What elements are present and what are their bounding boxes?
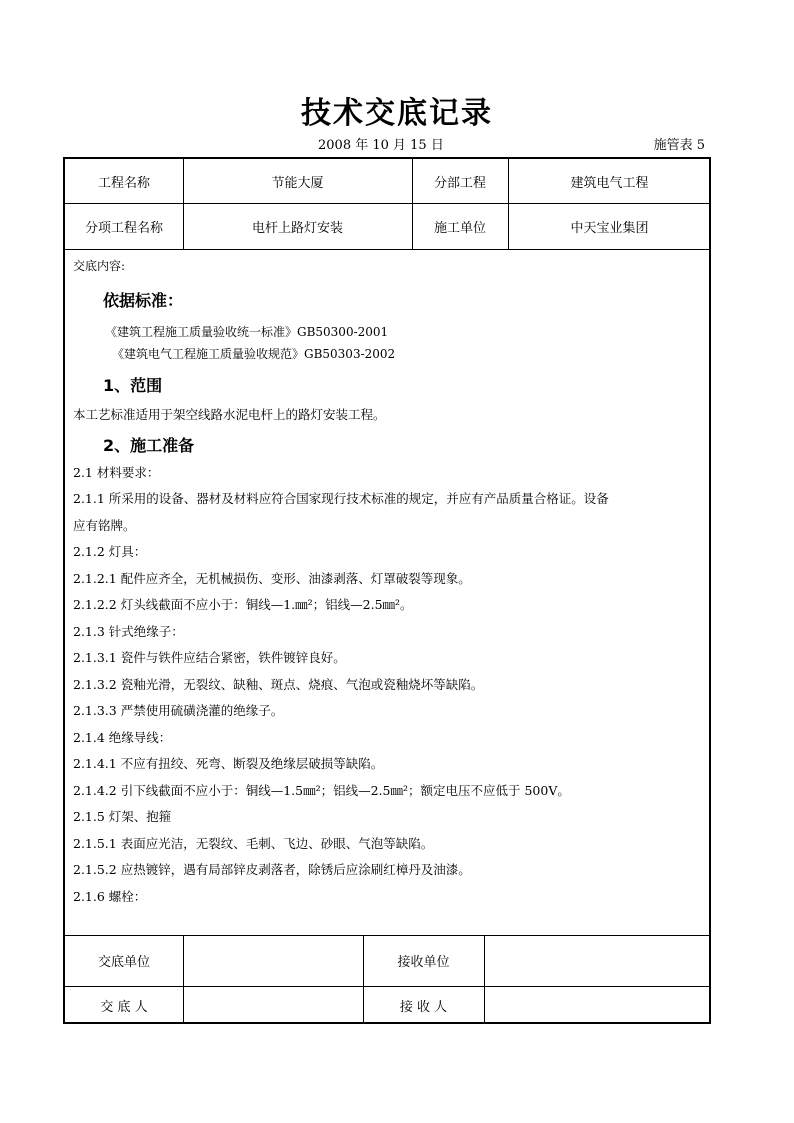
- form-number: 施管表 5: [653, 138, 705, 153]
- construction-unit-label: 施工单位: [433, 220, 486, 236]
- construction-unit-value: 中天宝业集团: [570, 220, 649, 236]
- project-name-label: 工程名称: [97, 175, 150, 191]
- receiving-unit-label: 接收单位: [397, 955, 450, 970]
- content-line: 2.1.3.1 瓷件与铁件应结合紧密，铁件镀锌良好。: [73, 650, 346, 665]
- handover-person-label: 交 底 人: [100, 999, 148, 1015]
- division-label: 分部工程: [433, 175, 486, 191]
- content-line: 2.1.3.2 瓷釉光滑，无裂纹、缺釉、斑点、烧痕、气泡或瓷釉烧坏等缺陷。: [73, 676, 484, 692]
- content-line: 2.1.5.1 表面应光洁，无裂纹、毛刺、飞边、砂眼、气泡等缺陷。: [73, 835, 434, 851]
- content-line: 应有铭牌。: [73, 517, 136, 533]
- page-title: 技术交底记录: [301, 96, 493, 131]
- subitem-value: 电杆上路灯安装: [251, 220, 343, 236]
- section1-heading: 1、范围: [103, 376, 163, 395]
- section2-heading: 2、施工准备: [103, 435, 195, 455]
- content-line: 2.1.4 绝缘导线：: [73, 729, 172, 745]
- content-line: 2.1.5.2 应热镀锌，遇有局部锌皮剥落者，除锈后应涂刷红樟丹及油漆。: [73, 862, 471, 877]
- handover-unit-field[interactable]: [183, 935, 363, 986]
- standard-item: 《建筑电气工程施工质量验收规范》GB50303-2002: [112, 347, 396, 361]
- project-name-value: 节能大厦: [271, 175, 324, 191]
- content-label: 交底内容:: [73, 259, 126, 273]
- subitem-label: 分项工程名称: [84, 220, 163, 236]
- content-line: 2.1.4.1 不应有扭绞、死弯、断裂及绝缘层破损等缺陷。: [73, 756, 384, 771]
- content-line: 2.1.1 所采用的设备、器材及材料应符合国家现行技术标准的规定，并应有产品质量合格证。设备: [73, 491, 609, 506]
- content-line: 2.1.4.2 引下线截面不应小于：铜线—1.5㎜²；铝线—2.5㎜²；额定电压不应低于 500V。: [73, 782, 570, 798]
- content-line: 2.1.2 灯具：: [73, 544, 147, 559]
- content-line: 2.1.2.2 灯头线截面不应小于：铜线—1.㎜²；铝线—2.5㎜²。: [73, 597, 413, 612]
- handover-person-field[interactable]: [183, 986, 363, 1024]
- standard-item: 《建筑工程施工质量验收统一标准》GB50300-2001: [105, 325, 389, 339]
- content-line: 2.1.6 螺栓：: [73, 888, 147, 904]
- handover-content: [73, 255, 703, 910]
- receiver-label: 接 收 人: [399, 999, 448, 1015]
- content-line: 2.1.5 灯架、抱箍: [73, 809, 172, 824]
- division-value: 建筑电气工程: [570, 175, 649, 191]
- section1-text: 本工艺标准适用于架空线路水泥电杆上的路灯安装工程。: [73, 407, 386, 422]
- content-line: 2.1.2.1 配件应齐全，无机械损伤、变形、油漆剥落、灯罩破裂等现象。: [73, 570, 471, 586]
- row-divider: [65, 249, 709, 250]
- record-date: 2008 年 10 月 15 日: [318, 138, 444, 153]
- handover-unit-label: 交底单位: [97, 955, 150, 970]
- content-line: 2.1.3.3 严禁使用硫磺浇灌的绝缘子。: [73, 703, 284, 718]
- basis-heading: 依据标准：: [103, 291, 184, 310]
- record-table: [63, 157, 711, 1024]
- content-line: 2.1 材料要求：: [73, 464, 160, 480]
- content-line: 2.1.3 针式绝缘子：: [73, 623, 184, 639]
- receiver-field[interactable]: [484, 986, 711, 1024]
- receiving-unit-field[interactable]: [484, 935, 711, 986]
